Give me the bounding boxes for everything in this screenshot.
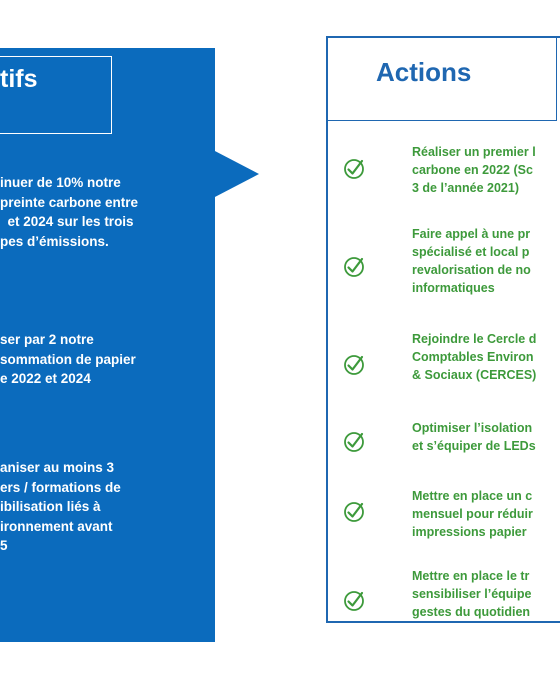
action-item (412, 567, 532, 621)
check-circle-icon (343, 501, 365, 523)
objective-item (0, 458, 215, 556)
check-circle-icon (343, 590, 365, 612)
objectives-title: tifs (0, 65, 38, 93)
action-item (412, 143, 536, 197)
action-line: Faire appel à une pr (412, 227, 531, 241)
action-line: 3 de l’année 2021) (412, 181, 520, 195)
objective-item (0, 330, 215, 389)
arrow-right-icon (213, 150, 259, 198)
action-item (412, 419, 536, 455)
action-line: spécialisé et local p (412, 245, 530, 259)
check-circle-icon (343, 256, 365, 278)
actions-header-divider (328, 120, 556, 121)
objective-line: ser par 2 notre (0, 332, 94, 347)
objective-line: ers / formations de (0, 479, 121, 495)
action-line: gestes du quotidien (412, 605, 531, 619)
action-line: impressions papier (412, 525, 527, 539)
objective-item (0, 173, 215, 251)
check-circle-icon (343, 354, 365, 376)
objective-line: sommation de papier (0, 351, 136, 367)
action-line: informatiques (412, 281, 495, 295)
objective-line: aniser au moins 3 (0, 460, 115, 475)
action-line: Rejoindre le Cercle d (412, 332, 537, 346)
action-line: Mettre en place un c (412, 489, 533, 503)
action-item (412, 487, 533, 541)
action-line: sensibiliser l’équipe (412, 587, 532, 601)
check-circle-icon (343, 158, 365, 180)
objective-line: pes d’émissions. (0, 233, 109, 249)
objective-line: ironnement avant (0, 518, 113, 534)
action-line: et s’équiper de LEDs (412, 439, 536, 453)
actions-header-divider-vertical (556, 38, 557, 121)
action-line: Optimiser l’isolation (412, 421, 533, 435)
objective-line: 5 (0, 538, 8, 553)
objective-line: e 2022 et 2024 (0, 371, 91, 386)
action-line: carbone en 2022 (Sc (412, 163, 533, 177)
action-line: revalorisation de no (412, 263, 531, 277)
action-line: & Sociaux (CERCES) (412, 368, 537, 382)
action-item (412, 225, 531, 297)
actions-title: Actions (376, 57, 472, 87)
objective-line: preinte carbone entre (0, 194, 139, 210)
action-line: mensuel pour réduir (412, 507, 533, 521)
objective-line: ibilisation liés à (0, 499, 101, 514)
objective-line: inuer de 10% notre (0, 175, 121, 190)
check-circle-icon (343, 431, 365, 453)
action-line: Mettre en place le tr (412, 569, 530, 583)
action-line: Réaliser un premier l (412, 145, 536, 159)
objective-line: et 2024 sur les trois (0, 214, 134, 229)
action-item (412, 330, 536, 384)
action-line: Comptables Environ (412, 350, 534, 364)
